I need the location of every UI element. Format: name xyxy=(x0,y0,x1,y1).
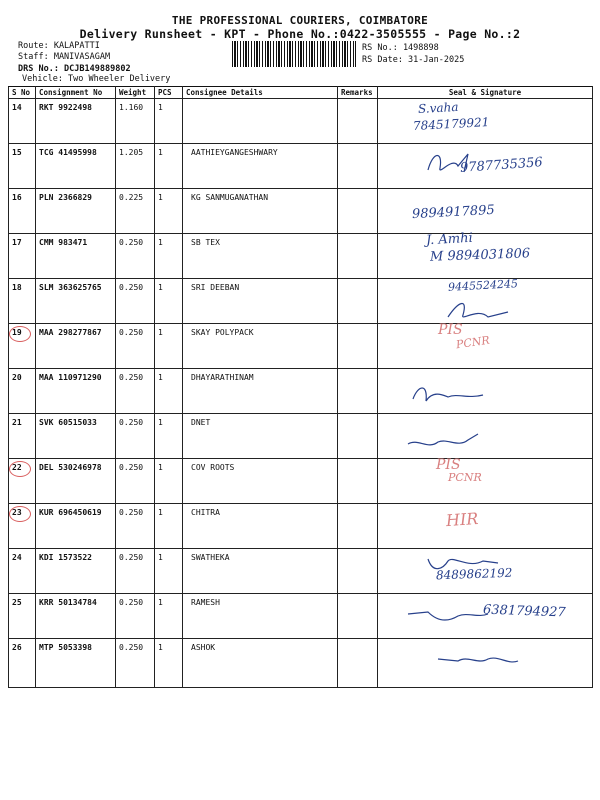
weight-cell xyxy=(116,99,155,144)
barcode xyxy=(232,41,356,67)
consignment-cell xyxy=(36,414,116,459)
consignment-text: CMM 983471 xyxy=(39,238,88,247)
table-row xyxy=(9,549,593,594)
consignment-text: DEL 530246978 xyxy=(39,463,102,472)
drs-number: DRS No.: DCJB149889802 xyxy=(18,64,131,74)
handwritten-note: J. Amhi xyxy=(425,230,474,249)
weight-cell xyxy=(116,459,155,504)
sno-text: 22 xyxy=(12,463,22,472)
consignment-cell xyxy=(36,369,116,414)
consignment-cell xyxy=(36,639,116,688)
pcs-cell xyxy=(155,594,183,639)
consignment-cell xyxy=(36,459,116,504)
consignee-cell xyxy=(183,279,338,324)
consignee-text: RAMESH xyxy=(191,598,220,607)
sno-text: 16 xyxy=(12,193,22,202)
signature-cell xyxy=(378,594,593,639)
pcs-cell xyxy=(155,324,183,369)
remarks-cell xyxy=(338,414,378,459)
pcs-cell xyxy=(155,99,183,144)
sno-text: 18 xyxy=(12,283,22,292)
pcs-cell xyxy=(155,144,183,189)
pcs-cell xyxy=(155,504,183,549)
pcs-text: 1 xyxy=(158,328,163,337)
consignee-cell xyxy=(183,594,338,639)
remarks-cell xyxy=(338,549,378,594)
sno-cell xyxy=(9,324,36,369)
table-row xyxy=(9,369,593,414)
sno-cell xyxy=(9,549,36,594)
handwritten-note: 6381794927 xyxy=(482,602,566,621)
weight-cell xyxy=(116,414,155,459)
table-row xyxy=(9,279,593,324)
pcs-cell xyxy=(155,639,183,688)
signature-cell xyxy=(378,189,593,234)
weight-text: 0.250 xyxy=(119,643,144,652)
weight-cell xyxy=(116,279,155,324)
pcs-cell xyxy=(155,369,183,414)
sno-cell xyxy=(9,594,36,639)
weight-text: 0.250 xyxy=(119,283,144,292)
company-title: THE PROFESSIONAL COURIERS, COIMBATORE xyxy=(171,14,429,27)
pcs-text: 1 xyxy=(158,238,163,247)
pcs-text: 1 xyxy=(158,418,163,427)
signature-scribble xyxy=(388,424,488,454)
red-circle-mark xyxy=(9,326,31,342)
consignment-cell xyxy=(36,279,116,324)
weight-text: 0.250 xyxy=(119,598,144,607)
signature-cell xyxy=(378,459,593,504)
consignment-cell xyxy=(36,549,116,594)
remarks-cell xyxy=(338,594,378,639)
handwritten-note: PCNR xyxy=(448,471,482,484)
handwritten-note: S.vaha xyxy=(417,99,459,117)
sno-text: 21 xyxy=(12,418,22,427)
sno-cell xyxy=(9,414,36,459)
sno-cell xyxy=(9,99,36,144)
consignee-text: SB TEX xyxy=(191,238,220,247)
consignee-cell xyxy=(183,549,338,594)
sno-text: 15 xyxy=(12,148,22,157)
remarks-cell xyxy=(338,99,378,144)
consignment-cell xyxy=(36,504,116,549)
weight-text: 1.160 xyxy=(119,103,144,112)
sno-text: 24 xyxy=(12,553,22,562)
pcs-text: 1 xyxy=(158,553,163,562)
consignment-text: RKT 9922498 xyxy=(39,103,92,112)
consignee-text: DHAYARATHINAM xyxy=(191,373,254,382)
signature-cell xyxy=(378,279,593,324)
remarks-cell xyxy=(338,369,378,414)
col-pcs: PCS xyxy=(155,87,183,99)
consignee-cell xyxy=(183,504,338,549)
consignee-text: CHITRA xyxy=(191,508,220,517)
weight-text: 0.250 xyxy=(119,373,144,382)
consignee-text: SWATHEKA xyxy=(191,553,230,562)
sno-cell xyxy=(9,234,36,279)
rs-number: RS No.: 1498898 xyxy=(362,43,439,53)
consignment-cell xyxy=(36,594,116,639)
consignment-text: KDI 1573522 xyxy=(39,553,92,562)
consignment-cell xyxy=(36,144,116,189)
table-row xyxy=(9,234,593,279)
signature-cell xyxy=(378,504,593,549)
sno-cell xyxy=(9,369,36,414)
consignment-cell xyxy=(36,99,116,144)
pcs-text: 1 xyxy=(158,193,163,202)
signature-scribble xyxy=(388,602,498,628)
pcs-text: 1 xyxy=(158,373,163,382)
staff-label: Staff: MANIVASAGAM xyxy=(18,52,111,62)
consignment-text: PLN 2366829 xyxy=(39,193,92,202)
red-circle-mark xyxy=(9,506,31,522)
table-row xyxy=(9,144,593,189)
table-row xyxy=(9,414,593,459)
vehicle-label: Vehicle: Two Wheeler Delivery xyxy=(22,74,171,84)
col-consignee: Consignee Details xyxy=(183,87,338,99)
weight-cell xyxy=(116,144,155,189)
pcs-cell xyxy=(155,459,183,504)
consignment-cell xyxy=(36,234,116,279)
signature-cell xyxy=(378,549,593,594)
sno-text: 20 xyxy=(12,373,22,382)
signature-cell xyxy=(378,324,593,369)
handwritten-note: 8489862192 xyxy=(435,565,513,583)
weight-cell xyxy=(116,549,155,594)
consignee-cell xyxy=(183,459,338,504)
pcs-cell xyxy=(155,414,183,459)
consignee-cell xyxy=(183,234,338,279)
weight-text: 0.225 xyxy=(119,193,144,202)
sno-text: 14 xyxy=(12,103,22,112)
sno-text: 23 xyxy=(12,508,22,517)
weight-cell xyxy=(116,639,155,688)
weight-text: 0.250 xyxy=(119,328,144,337)
sno-text: 19 xyxy=(12,328,22,337)
signature-scribble xyxy=(388,287,518,327)
col-sno: S No xyxy=(9,87,36,99)
handwritten-note: M 9894031806 xyxy=(429,246,531,265)
signature-cell xyxy=(378,144,593,189)
signature-cell xyxy=(378,639,593,688)
consignee-cell xyxy=(183,324,338,369)
consignment-text: MAA 110971290 xyxy=(39,373,102,382)
remarks-cell xyxy=(338,324,378,369)
consignment-text: MTP 5053398 xyxy=(39,643,92,652)
remarks-cell xyxy=(338,639,378,688)
remarks-cell xyxy=(338,279,378,324)
weight-text: 1.205 xyxy=(119,148,144,157)
pcs-cell xyxy=(155,279,183,324)
pcs-text: 1 xyxy=(158,598,163,607)
signature-cell xyxy=(378,369,593,414)
sno-cell xyxy=(9,144,36,189)
consignment-text: SVK 60515033 xyxy=(39,418,97,427)
pcs-cell xyxy=(155,549,183,594)
sno-text: 25 xyxy=(12,598,22,607)
consignee-cell xyxy=(183,189,338,234)
sno-text: 17 xyxy=(12,238,22,247)
red-circle-mark xyxy=(9,461,31,477)
col-signature: Seal & Signature xyxy=(378,87,593,99)
consignee-cell xyxy=(183,414,338,459)
weight-cell xyxy=(116,189,155,234)
remarks-cell xyxy=(338,189,378,234)
pcs-text: 1 xyxy=(158,148,163,157)
sno-cell xyxy=(9,639,36,688)
pcs-text: 1 xyxy=(158,463,163,472)
sno-cell xyxy=(9,459,36,504)
signature-scribble xyxy=(398,645,528,671)
remarks-cell xyxy=(338,504,378,549)
signature-cell xyxy=(378,99,593,144)
consignee-text: DNET xyxy=(191,418,211,427)
table-row xyxy=(9,504,593,549)
consignee-text: SRI DEEBAN xyxy=(191,283,240,292)
consignment-text: KRR 50134784 xyxy=(39,598,97,607)
sno-cell xyxy=(9,504,36,549)
weight-text: 0.250 xyxy=(119,238,144,247)
col-weight: Weight xyxy=(116,87,155,99)
handwritten-note: HIR xyxy=(445,508,479,531)
table-row xyxy=(9,459,593,504)
weight-text: 0.250 xyxy=(119,508,144,517)
remarks-cell xyxy=(338,144,378,189)
pcs-text: 1 xyxy=(158,103,163,112)
consignment-text: SLM 363625765 xyxy=(39,283,102,292)
weight-text: 0.250 xyxy=(119,418,144,427)
weight-cell xyxy=(116,369,155,414)
sno-cell xyxy=(9,189,36,234)
consignee-text: AATHIEYGANGESHWARY xyxy=(191,148,278,157)
weight-text: 0.250 xyxy=(119,463,144,472)
col-consignment: Consignment No xyxy=(36,87,116,99)
table-row xyxy=(9,99,593,144)
consignee-cell xyxy=(183,144,338,189)
handwritten-note: 9445524245 xyxy=(447,277,519,294)
consignment-text: MAA 298277867 xyxy=(39,328,102,337)
table-row xyxy=(9,594,593,639)
remarks-cell xyxy=(338,459,378,504)
handwritten-note: PIS xyxy=(436,457,461,473)
consignment-text: KUR 696450619 xyxy=(39,508,102,517)
consignee-cell xyxy=(183,639,338,688)
weight-cell xyxy=(116,234,155,279)
route-label: Route: KALAPATTI xyxy=(18,41,100,51)
pcs-cell xyxy=(155,234,183,279)
runsheet-subtitle: Delivery Runsheet - KPT - Phone No.:0422-3505555 - Page No.:2 xyxy=(79,27,521,41)
pcs-text: 1 xyxy=(158,643,163,652)
consignee-text: COV ROOTS xyxy=(191,463,235,472)
weight-cell xyxy=(116,504,155,549)
consignment-cell xyxy=(36,324,116,369)
table-row xyxy=(9,189,593,234)
consignee-cell xyxy=(183,369,338,414)
handwritten-note: 7845179921 xyxy=(412,115,490,133)
signature-cell xyxy=(378,230,593,279)
handwritten-note: PIS xyxy=(438,322,463,338)
sno-cell xyxy=(9,279,36,324)
table-row xyxy=(9,324,593,369)
signature-cell xyxy=(378,414,593,459)
handwritten-note: PCNR xyxy=(455,333,491,352)
consignee-text: ASHOK xyxy=(191,643,216,652)
sno-text: 26 xyxy=(12,643,22,652)
table-header-row xyxy=(9,87,593,99)
consignee-text: KG SANMUGANATHAN xyxy=(191,193,269,202)
runsheet-table xyxy=(8,86,593,688)
consignment-cell xyxy=(36,189,116,234)
pcs-cell xyxy=(155,189,183,234)
consignee-cell xyxy=(183,99,338,144)
weight-text: 0.250 xyxy=(119,553,144,562)
rs-date: RS Date: 31-Jan-2025 xyxy=(362,55,465,65)
handwritten-note: 9894917895 xyxy=(411,202,496,223)
table-row xyxy=(9,639,593,688)
weight-cell xyxy=(116,324,155,369)
handwritten-note: 9787735356 xyxy=(459,155,544,176)
consignee-text: SKAY POLYPACK xyxy=(191,328,254,337)
pcs-text: 1 xyxy=(158,508,163,517)
col-remarks: Remarks xyxy=(338,87,378,99)
remarks-cell xyxy=(338,234,378,279)
consignment-text: TCG 41495998 xyxy=(39,148,97,157)
pcs-text: 1 xyxy=(158,283,163,292)
signature-scribble xyxy=(388,375,498,411)
weight-cell xyxy=(116,594,155,639)
